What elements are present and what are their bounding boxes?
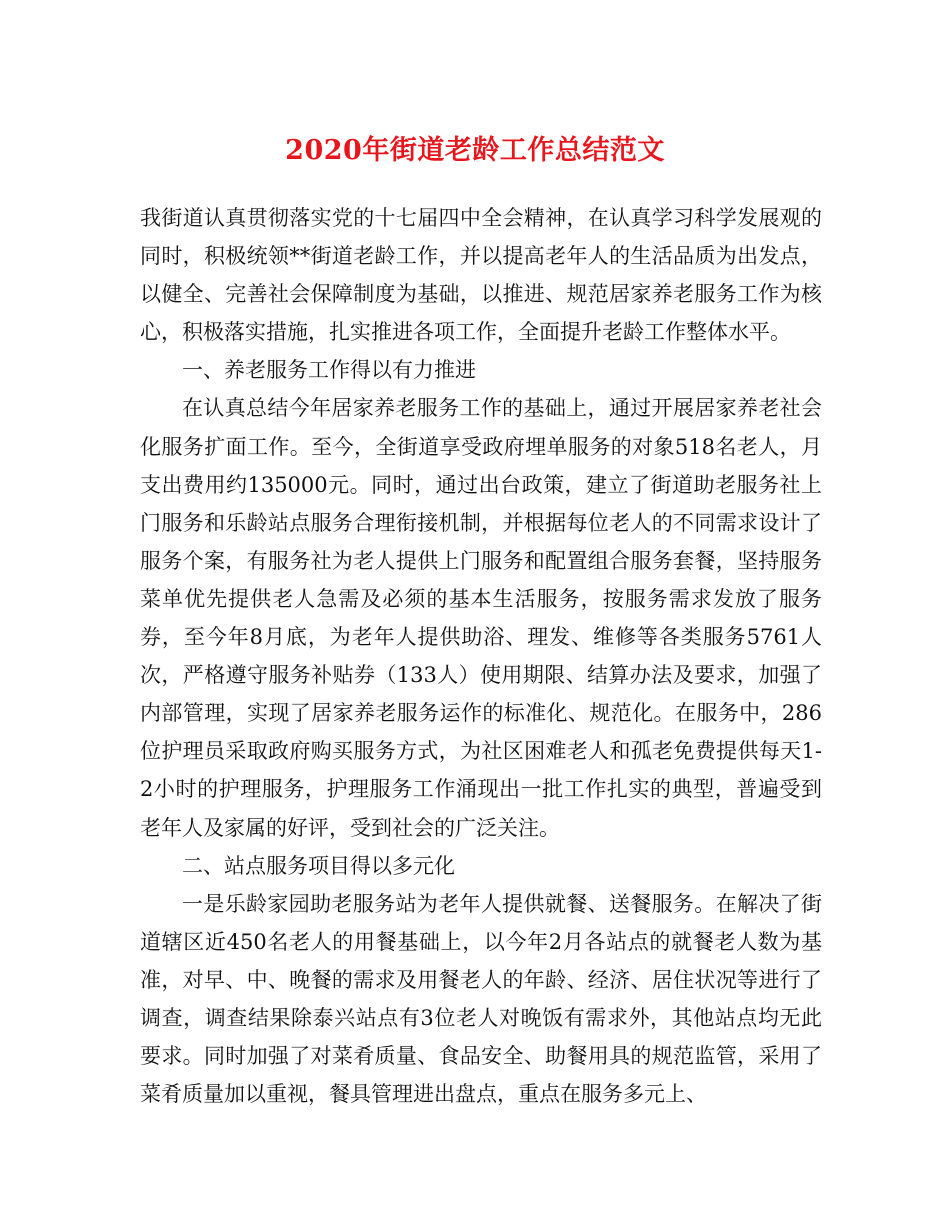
paragraph-section-2: 一是乐龄家园助老服务站为老年人提供就餐、送餐服务。在解决了街道辖区近450名老人的用餐基础上，以今年2月各站点的就餐老人数为基准，对早、中、晚餐的需求及用餐老人的年龄、经济、居住状况等进行了调查，调查结果除泰兴站点有3位老人对晚饭有需求外，其他站点均无此要求。同时加强了对菜肴质量、食品安全、助餐用具的规范监管，采用了菜肴质量加以重视，餐具管理进出盘点，重点在服务多元上、	[140, 891, 822, 1107]
section-heading-1: 一、养老服务工作得以有力推进	[182, 358, 476, 383]
paragraph-section-1: 在认真总结今年居家养老服务工作的基础上，通过开展居家养老社会化服务扩面工作。至今，全街道享受政府埋单服务的对象518名老人，月支出费用约135000元。同时，通过出台政策，建立了街道助老服务社上门服务和乐龄站点服务合理衔接机制，并根据每位老人的不同需求设计了服务个案，有服务社为老人提供上门服务和配置组合服务套餐，坚持服务菜单优先提供老人急需及必须的基本生活服务，按服务需求发放了服务券，至今年8月底，为老年人提供助浴、理发、维修等各类服务5761人次，严格遵守服务补贴券（133人）使用期限、结算办法及要求，加强了内部管理，实现了居家养老服务运作的标准化、规范化。在服务中，286位护理员采取政府购买服务方式，为社区困难老人和孤老免费提供每天1-2小时的护理服务，护理服务工作涌现出一批工作扎实的典型，普遍受到老年人及家属的好评，受到社会的广泛关注。	[140, 396, 822, 840]
document-body	[140, 199, 822, 1113]
paragraph-intro: 我街道认真贯彻落实党的十七届四中全会精神，在认真学习科学发展观的同时，积极统领**街道老龄工作，并以提高老年人的生活品质为出发点，以健全、完善社会保障制度为基础，以推进、规范居家养老服务工作为核心，积极落实措施，扎实推进各项工作，全面提升老龄工作整体水平。	[140, 206, 822, 345]
section-heading-2: 二、站点服务项目得以多元化	[182, 853, 455, 878]
document-title: 2020年街道老龄工作总结范文	[285, 135, 665, 166]
